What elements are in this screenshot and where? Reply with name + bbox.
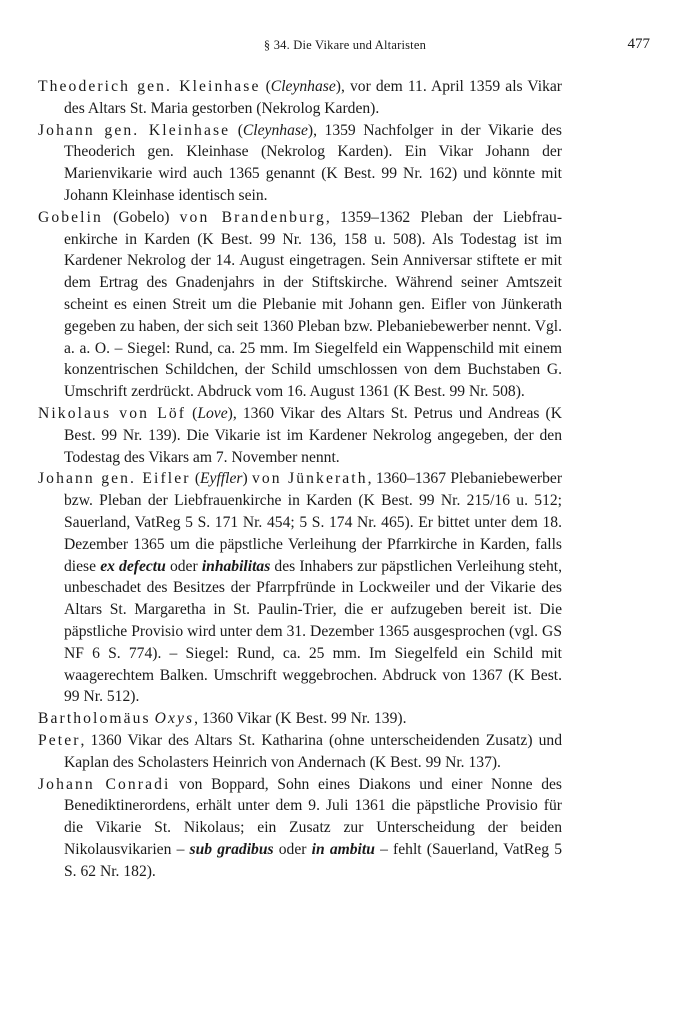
entry-text: oder bbox=[165, 557, 202, 575]
entry-text: , 1359 Nachfolger in der Vikarie des Theoderich gen. Kleinhase (Nekrolog Karden). Ein Vikar Johann der Marienvikarie wird auch 1365 genannt (K Best. 99 Nr. 162) und könnte mit Johann Kleinhase identisch sein. bbox=[64, 121, 562, 204]
entry-name-origin: von Brandenburg bbox=[179, 208, 326, 226]
entry-text: von Boppard, Sohn eines Diakons und einer Nonne des Benediktinerordens, erhält unter dem 9. Juli 1361 die päpstliche Provisio für die Vikarie St. Nikolaus; ein Zusatz zur Unterscheidung der beiden Nikolausvikarien – bbox=[64, 775, 562, 858]
entry-name: Nikolaus von Löf bbox=[38, 404, 187, 422]
entry-johann-conradi bbox=[38, 774, 562, 883]
entry-name: Bartholomäus bbox=[38, 710, 151, 728]
name-variant: Oxys bbox=[154, 710, 195, 728]
entry-text: , 1359–1362 Pleban der Liebfrauenkirche in Karden (K Best. 99 Nr. 136, 158 u. 508). Als Todestag ist im Kardener Nekrolog der 14. August eingetragen. Sein Anniversar stiftete er mit dem Ertrag des Gnadenjahrs in der Stiftskirche. Während seiner Amtszeit scheint es einen Streit um die Plebanie mit Johann gen. Eifler von Jünkerath gegeben zu haben, der sich seit 1360 Pleban bzw. Plebaniebewerber nennt. Vgl. a. a. O. – Siegel: Rund, ca. 25 mm. Im Siegelfeld ein Wappenschild mit einem konzentrischen Schildchen, der Schild umschlossen von dem Buchstaben G. Umschrift zerdrückt. Abdruck vom 16. August 1361 (K Best. 99 Nr. 508). bbox=[64, 208, 563, 401]
latin-term: in ambitu bbox=[311, 840, 375, 858]
entry-name: Johann Conradi bbox=[38, 775, 171, 793]
entry-text: , vor dem 11. April 1359 als Vikar des Altars St. Maria gestorben (Nekrolog Karden). bbox=[64, 78, 562, 117]
entry-name: Theoderich gen. Kleinhase bbox=[38, 78, 261, 95]
latin-term: inhabilitas bbox=[201, 557, 271, 575]
entry-text: des Inhabers zur päpstlichen Verleihung steht, unbeschadet des Besitzes der Pfarrpfründe in Lockweiler und der Vikarie des Altars St. Margaretha in St. Paulin-Trier, die er aufzugeben bereit ist. Die päpstliche Provisio wird unter dem 31. Dezember 1365 ausgesprochen (vgl. GS NF 6 S. 774). – Siegel: Rund, ca. 25 mm. Im Siegelfeld ein Schild mit waagerechtem Balken. Umschrift weggebrochen. Abdruck von 1367 (K Best. 99 Nr. 512). bbox=[64, 557, 563, 706]
section-title: § 34. Die Vikare und Altaristen bbox=[263, 38, 427, 52]
entry-name: Peter bbox=[38, 731, 81, 749]
entry-text: , 1360–1367 Plebaniebewerber bzw. Pleban der Liebfrauenkirche in Karden (K Best. 99 Nr. 215/16 u. 512; Sauerland, VatReg 5 S. 171 Nr. 454; 5 S. 174 Nr. 465). Er bittet unter dem 18. Dezember 1365 um die päpstliche Verleihung der Pfarrkirche in Karden, falls diese bbox=[64, 470, 563, 575]
entry-name: Johann gen. Eifler bbox=[38, 470, 191, 488]
entry-nikolaus-von-loef: Nikolaus von Löf (Love), 1360 Vikar des Altars St. Petrus und Andreas (K Best. 99 Nr. 139). Die Vikarie ist im Kardener Nekrolog angegeben, der den Todestag des Vikars am 7. November nennt. bbox=[38, 404, 563, 466]
entry-johann-eifler: Johann gen. Eifler (Eyffler) von Jünkerath, 1360–1367 Plebaniebewerber bzw. Pleban der Liebfrauenkirche in Karden (K Best. 99 Nr. 215/16 u. 512; Sauerland, VatReg 5 S. 171 Nr. 454; 5 S. 174 Nr. 465). Er bittet unter dem 18. Dezember 1365 um die päpstliche Verleihung der Pfarrkirche in Karden, falls diese ex defectu oder inhabilitas des Inhabers zur päpstlichen Verleihung steht, unbeschadet des Besitzes der Pfarrpfründe in Lockweiler und der Vikarie des Altars St. Margaretha in St. Paulin-Trier, die er aufzugeben bereit ist. Die päpstliche Provisio wird unter dem 31. Dezember 1365 ausgesprochen (vgl. GS NF 6 S. 774). – Siegel: Rund, ca. 25 mm. Im Siegelfeld ein Schild mit waagerechtem Balken. Umschrift weggebrochen. Abdruck von 1367 (K Best. 99 Nr. 512). bbox=[38, 470, 563, 706]
entry-list bbox=[38, 76, 562, 882]
entry-text: oder bbox=[273, 840, 312, 858]
entry-gobelin-von-brandenburg bbox=[38, 207, 562, 403]
entry-peter bbox=[38, 730, 562, 774]
name-variant: Love bbox=[197, 404, 228, 422]
entry-name-origin: von Jünkerath bbox=[251, 470, 368, 488]
entry-name: Johann gen. Kleinhase bbox=[38, 121, 231, 139]
entry-text: , 1360 Vikar des Altars St. Petrus und Andreas (K Best. 99 Nr. 139). Die Vikarie ist im Kardener Nekrolog angegeben, der den Todestag des Vikars am 7. November nennt. bbox=[64, 404, 563, 466]
running-header bbox=[40, 38, 650, 60]
entry-text: , 1360 Vikar des Altars St. Katharina (ohne unterscheidenden Zusatz) und Kaplan des Scholasters Heinrich von Andernach (K Best. 99 Nr. 137). bbox=[64, 731, 562, 771]
latin-term: sub gradibus bbox=[189, 840, 274, 858]
entry-text: , 1360 Vikar (K Best. 99 Nr. 139). bbox=[194, 710, 407, 728]
entry-bartholomaeus-oxys bbox=[38, 708, 562, 730]
name-variant: Cleynhase bbox=[242, 121, 308, 139]
entry-theoderich-kleinhase: Theoderich gen. Kleinhase (Cleynhase), vor dem 11. April 1359 als Vikar des Altars St. Maria gestorben (Nekrolog Karden). bbox=[38, 78, 562, 117]
page-number: 477 bbox=[627, 36, 650, 52]
name-variant: Cleynhase bbox=[270, 78, 336, 95]
entry-name: Gobelin bbox=[38, 208, 103, 226]
entry-text: – fehlt (Sauerland, VatReg 5 S. 62 Nr. 182). bbox=[64, 840, 562, 880]
name-variant: Eyffler bbox=[200, 470, 243, 488]
entry-name-alias: (Gobelo) bbox=[102, 208, 180, 226]
latin-term: ex defectu bbox=[100, 557, 166, 575]
entry-johann-kleinhase: Johann gen. Kleinhase (Cleynhase), 1359 Nachfolger in der Vikarie des Theoderich gen. Kleinhase (Nekrolog Karden). Ein Vikar Johann der Marienvikarie wird auch 1365 genannt (K Best. 99 Nr. 162) und könnte mit Johann Kleinhase identisch sein. bbox=[38, 121, 562, 204]
